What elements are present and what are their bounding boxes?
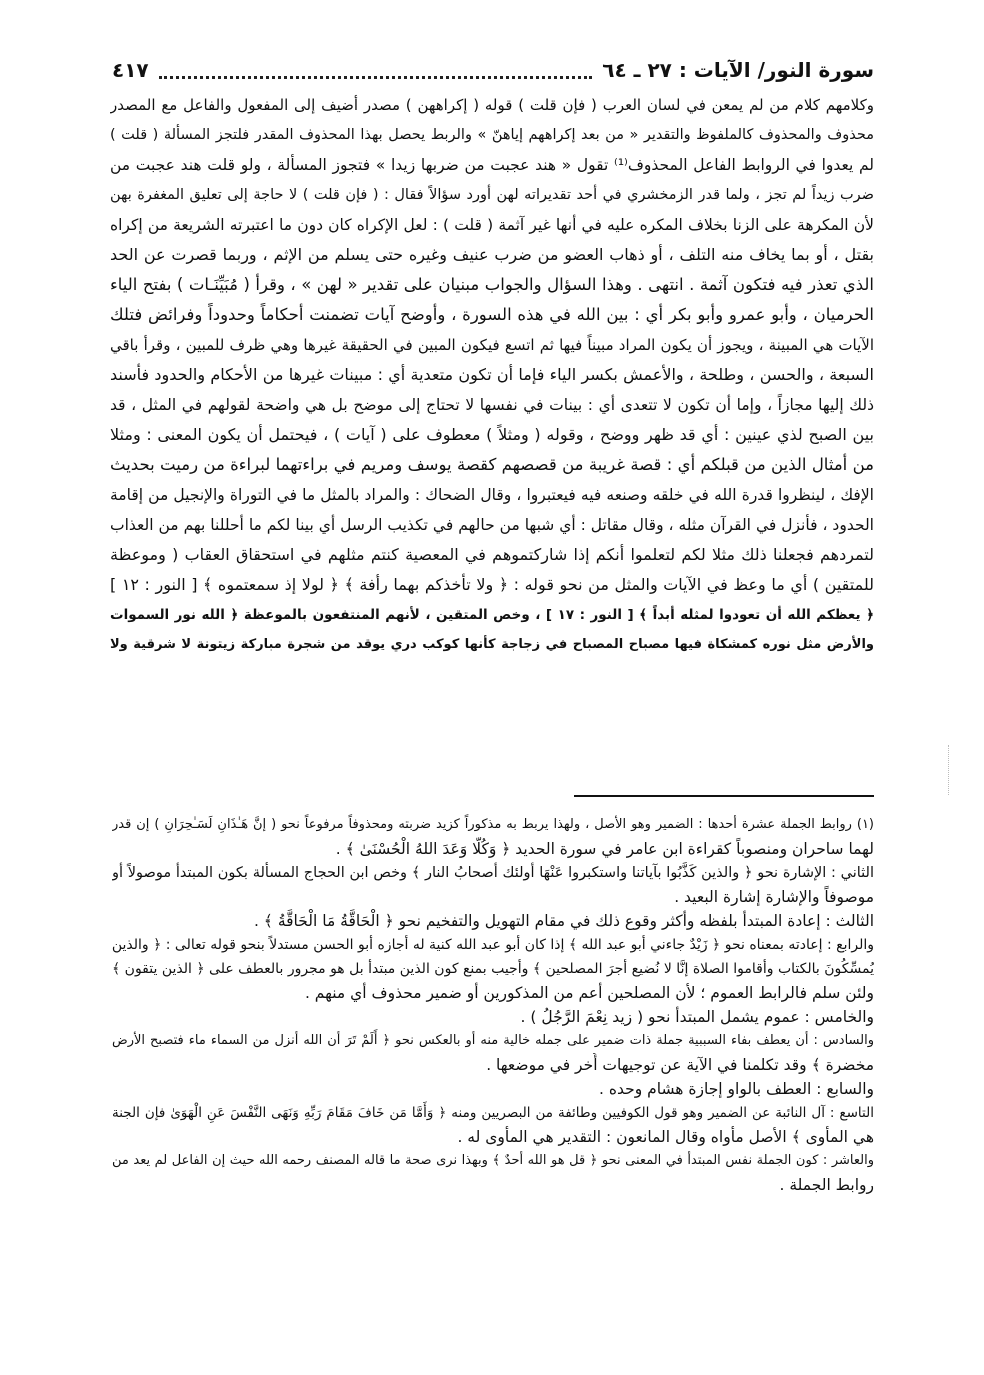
body-line: الإفك ، لينظروا قدرة الله في خلقه وصنعه فيه فيعتبروا ، وقال الضحاك : والمراد بالمثل ما في التوراة والإنجيل من إقامة xyxy=(110,486,874,504)
footnote-line: والعاشر : كون الجملة نفس المبتدأ في المعنى نحو ﴿ قل هو الله أحدٌ ﴾ وبهذا نرى صحة ما قاله المصنف رحمه الله حيث إن الفاعل لم يعد من xyxy=(112,1153,874,1168)
page-number: ٤١٧ xyxy=(112,58,149,82)
footnote-line: ولئن سلم فالرابط العموم ؛ لأن المصلحين أعم من المذكورين أو ضمير محذوف أي منهم . xyxy=(304,984,874,1002)
main-text xyxy=(110,90,874,660)
footnote-separator xyxy=(574,795,874,797)
footnote-line: هي المأوى ﴾ الأصل مأواه وقال المانعون : التقدير هي المأوى له . xyxy=(457,1128,874,1146)
body-line: بقتل ، أو بما يخاف منه التلف ، أو ذهاب العضو من ضرب عنيف وغيره حتى يسلم من الإثم ، وربما قصرت عن الحد xyxy=(110,245,874,264)
footnote-line: والرابع : إعادته بمعناه نحو ﴿ زَيْدٌ جاءني أبو عبد الله ﴾ إذا كان أبو عبد الله كنية له أجازه أبو الحسن مستدلاً بنحو قوله تعالى : ﴿ والذين xyxy=(112,937,874,953)
header-title: سورة النور/ الآيات : ٢٧ ـ ٦٤ xyxy=(602,58,874,82)
footnote-line: (١) روابط الجملة عشرة أحدها : الضمير وهو الأصل ، ولهذا يربط به مذكوراً كزيد ضربته ومحذوفاً مرفوعاً نحو ( إنَّ هَـٰذَانِ لَسَـٰحِرَانِ ) إن قدر xyxy=(112,817,874,832)
footnote-line: موصوفاً والإشارة إشارة البعيد . xyxy=(674,888,874,906)
body-line: وكلامهم كلام من لم يمعن في لسان العرب ( فإن قلت ) قوله ( إكراههن ) مصدر أضيف إلى المفعول والفاعل مع المصدر xyxy=(110,96,874,114)
running-header xyxy=(112,52,874,88)
body-line: الذي تعذر فيه فتكون آثمة . انتهى . وهذا السؤال والجواب مبنيان على تقدير « لهن » ، وقرأ ( مُبَيِّنَـات ) بفتح الياء xyxy=(110,275,874,294)
body-line: الحدود ، فأنزل في القرآن مثله ، وقال مقاتل : أي شبها من حالهم في تكذيب الرسل أي بينا لكم ما أحللنا بهم من العذاب xyxy=(110,516,874,534)
body-line: السبعة ، والحسن ، وطلحة ، والأعمش بكسر الياء فإما أن تكون متعدية أي : مبينات غيرها من الأحكام والحدود فأسند xyxy=(110,365,874,384)
footnote-line: الثاني : الإشارة نحو ﴿ والذين كَذَّبُوا بآياتنا واستكبروا عَنْهَا أولئك أصحابُ النار ﴾ وخص ابن الحجاج المسألة بكون المبتدأ موصولاً أو xyxy=(112,865,874,881)
footnote-line: والسادس : أن يعطف بفاء السببية جملة ذات ضمير على جمله خالية منه أو بالعكس نحو ﴿ أَلَمْ تَرَ أن الله أنزل من السماء ماء فتصبح الأرض xyxy=(112,1033,874,1048)
body-line: الحرميان ، وأبو عمرو وأبو بكر أي : بين الله في هذه السورة ، وأوضح آيات تضمنت أحكاماً وحدوداً وفرائض فتلك xyxy=(110,305,874,324)
header-dot-leader xyxy=(159,62,593,79)
footnote-line: لهما ساحران ومنصوباً كقراءة ابن عامر في سورة الحديد ﴿ وَكُلًّا وَعَدَ اللهُ الْحُسْنَىٰ ﴾ . xyxy=(335,840,874,858)
body-line: لأن المكرهة على الزنا بخلاف المكره عليه في أنها غير آثمة ( قلت ) : لعل الإكراه كان دون ما اعتبرته الشريعة من إكراه xyxy=(110,216,874,234)
footnotes xyxy=(112,813,874,1197)
footnote-line: والخامس : عموم يشمل المبتدأ نحو ( زيد نِعْمَ الرَّجُلُ ) . xyxy=(520,1008,874,1026)
scan-edge-mark xyxy=(948,745,955,795)
body-line: ذلك إليها مجازاً ، وإما أن تكون لا تتعدى أي : بينات في نفسها لا تحتاج إلى موضح بل هي واضحة لقولهم في المثل ، قد xyxy=(110,396,874,414)
body-line: للمتقين ) أي ما وعظ في الآيات والمثل من نحو قوله : ﴿ ولا تأخذكم بهما رأفة ﴾ ﴿ لولا إذ سمعتموه ﴾ [ النور : ١٢ ] xyxy=(110,575,874,594)
body-line: من أمثال الذين من قبلكم أي : قصة غريبة من قصصهم كقصة يوسف ومريم في براءتهما لبراءة من رميت بحديث xyxy=(110,455,874,474)
body-line: لتمردهم فجعلنا ذلك مثلا لكم لتعلموا أنكم إذا شاركتموهم في المعصية كنتم مثلهم في استحقاق العقاب ( وموعظة xyxy=(110,545,874,564)
footnote-line: الثالث : إعادة المبتدأ بلفظه وأكثر وقوع ذلك في مقام التهويل والتفخيم نحو ﴿ الْحَاقَّةُ مَا الْحَاقَّةُ ﴾ . xyxy=(253,912,874,930)
footnote-line: روابط الجملة . xyxy=(779,1176,874,1194)
body-line: محذوف والمحذوف كالملفوظ والتقدير « من بعد إكراههم إياهنّ » والربط يحصل بهذا المحذوف المقدر فلتجز المسألة ( قلت ) xyxy=(110,127,874,143)
quran-verse-line: والأرض مثل نوره كمشكاة فيها مصباح المصباح في زجاجة كأنها كوكب دري يوقد من شجرة مباركة زيتونة لا شرقية ولا xyxy=(110,637,874,652)
body-line: الآيات هي المبينة ، ويجوز أن يكون المراد مبيناً فيها ثم اتسع فيكون المبين في الحقيقة غيرها وهي ظرف للمبين ، وقرأ باقي xyxy=(110,336,874,354)
quran-verse-line: ﴿ يعظكم الله أن تعودوا لمثله أبداً ﴾ [ النور : ١٧ ] ، وخص المتقين ، لأنهم المنتفعون بالموعظة ﴿ الله نور السموات xyxy=(110,607,874,623)
footnote-line: والسابع : العطف بالواو إجازة هشام وحده . xyxy=(599,1080,874,1098)
body-line: لم يعدوا في الروابط الفاعل المحذوف⁽¹⁾ تقول « هند عجبت من ضربها زيدا » فتجوز المسألة ، ولو قلت هند عجبت من xyxy=(110,156,874,174)
footnote-line: التاسع : آل النائبة عن الضمير وهو قول الكوفيين وطائفة من البصريين ومنه ﴿ وَأَمَّا مَن خَافَ مَقَامَ رَبِّهِ وَنَهَى النَّفْسَ عَنِ الْهَوَىٰ فإن الجنة xyxy=(112,1105,874,1121)
footnote-line: يُمسِّكُونَ بالكتاب وأقاموا الصلاة إنَّا لا نُضيع أجرَ المصلحين ﴾ وأجيب بمنع كون الذين مبتدأ بل هو مجرور بالعطف على ﴿ الذين يتقون ﴾ xyxy=(112,961,874,977)
footnote-line: مخضرة ﴾ وقد تكلمنا في الآية عن توجيهات أُخر في موضعها . xyxy=(486,1056,874,1074)
body-line: ضرب زيداً لم تجز ، ولما قدر الزمخشري في أحد تقديراته لهن أورد سؤالاً فقال : ( فإن قلت ) لا حاجة إلى تعليق المغفرة بهن xyxy=(110,187,874,203)
body-line: بين الصبح لذي عينين : أي قد ظهر ووضح ، وقوله ( ومثلاً ) معطوف على ( آيات ) ، فيحتمل أن يكون المعنى : ومثلا xyxy=(110,425,874,444)
